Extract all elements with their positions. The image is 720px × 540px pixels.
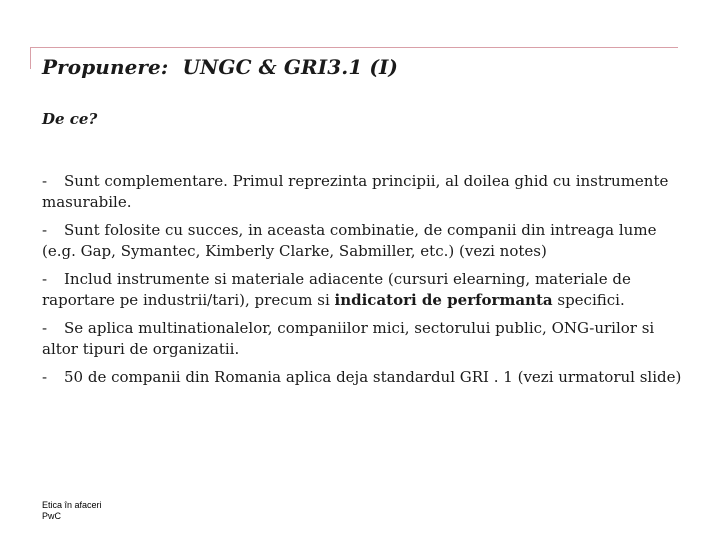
bullet-text-end: specifici. (552, 291, 625, 309)
bullet-item-romania-companies (42, 367, 692, 388)
bullet-item-applies-to (42, 318, 692, 360)
bullet-list (42, 171, 692, 395)
bullet-text: Sunt folosite cu succes, in aceasta combinatie, de companii din intreaga lume (e.g. Gap, Symantec, Kimberly Clarke, Sabmiller, etc.) (vezi notes) (42, 221, 657, 260)
bullet-item-complementary (42, 171, 692, 213)
header-rule-top (30, 47, 678, 48)
footer-company: PwC (42, 511, 62, 521)
bullet-text: Includ instrumente si materiale adiacente (cursuri elearning, materiale de raportare pe industrii/tari), precum si (42, 270, 631, 309)
bullet-text: Sunt complementare. Primul reprezinta principii, al doilea ghid cu instrumente masurabile. (42, 172, 669, 211)
bullet-item-tools-materials (42, 269, 692, 311)
bullet-text-emphasis: indicatori de performanta (334, 291, 553, 309)
bullet-marker: - (42, 270, 48, 288)
footer-course: Etica în afaceri (42, 500, 102, 510)
bullet-marker: - (42, 368, 48, 386)
bullet-text: 50 de companii din Romania aplica deja standardul GRI . 1 (vezi urmatorul slide) (64, 368, 682, 386)
bullet-text: Se aplica multinationalelor, companiilor mici, sectorului public, ONG-urilor si altor tipuri de organizatii. (42, 319, 655, 358)
slide-subtitle: De ce? (42, 110, 98, 128)
header-rule-left (30, 47, 31, 69)
slide-footer (42, 500, 102, 522)
bullet-marker: - (42, 172, 48, 190)
bullet-marker: - (42, 319, 48, 337)
slide-title: Propunere: UNGC & GRI3.1 (I) (42, 55, 398, 79)
bullet-item-used-worldwide (42, 220, 692, 262)
bullet-marker: - (42, 221, 48, 239)
